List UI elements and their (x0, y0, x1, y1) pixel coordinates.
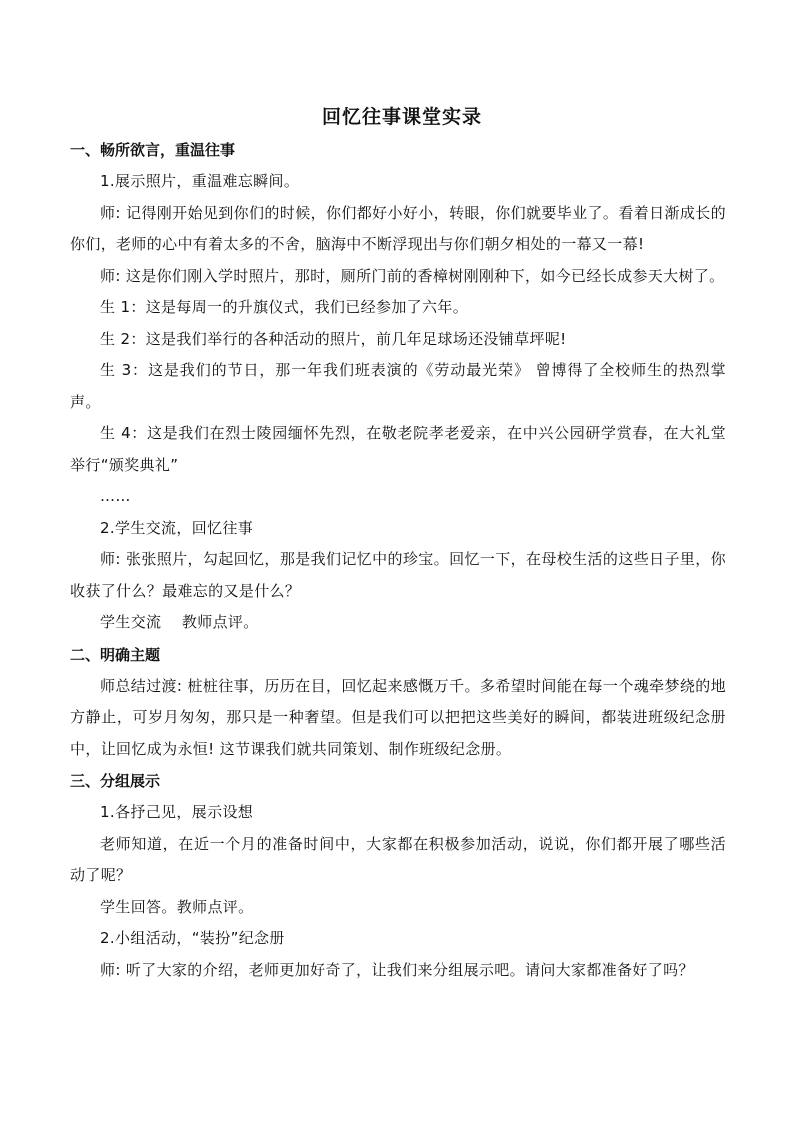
paragraph: 2.小组活动，“装扮”纪念册 (100, 929, 285, 947)
paragraph: 生 1：这是每周一的升旗仪式，我们已经参加了六年。 (100, 298, 469, 316)
section-heading: 三、分组展示 (70, 772, 161, 790)
section-heading: 二、明确主题 (70, 645, 161, 664)
paragraph: …… (100, 487, 131, 505)
paragraph: 2.学生交流，回忆往事 (100, 518, 254, 537)
paragraph: 师总结过渡: 桩桩往事，历历在目，回忆起来感慨万千。多希望时间能在每一个魂牵梦绕的地方静止，可岁月匆匆，那只是一种奢望。但是我们可以把把这些美好的瞬间，都装进班级纪念册中，让回忆成为永恒! 这节课我们就共同策划、制作班级纪念册。 (70, 676, 726, 758)
paragraph: 老师知道，在近一个月的准备时间中，大家都在积极参加活动，说说，你们都开展了哪些活动了呢？ (70, 834, 726, 884)
paragraph: 生 2：这是我们举行的各种活动的照片，前几年足球场还没铺草坪呢! (100, 329, 567, 348)
section-2 (70, 639, 726, 766)
section-1 (70, 134, 726, 639)
paragraph: 师: 记得刚开始见到你们的时候，你们都好小好小，转眼，你们就要毕业了。看着日渐成长的你们，老师的心中有着太多的不舍，脑海中不断浮现出与你们朝夕相处的一幕又一幕! (70, 203, 726, 253)
paragraph: 师: 张张照片，勾起回忆，那是我们记忆中的珍宝。回忆一下，在母校生活的这些日子里，你收获了什么？最难忘的又是什么？ (70, 550, 726, 600)
paragraph: 师: 这是你们刚入学时照片，那时，厕所门前的香樟树刚刚种下，如今已经长成参天大树了。 (100, 266, 725, 285)
paragraph: 生 3：这是我们的节日，那一年我们班表演的《劳动最光荣》 曾博得了全校师生的热烈掌声。 (70, 361, 726, 411)
paragraph: 学生交流 教师点评。 (100, 613, 259, 631)
paragraph: 学生回答。教师点评。 (100, 897, 254, 916)
document-page (70, 100, 726, 986)
paragraph: 1.展示照片，重温难忘瞬间。 (100, 172, 300, 190)
paragraph: 师: 听了大家的介绍，老师更加好奇了，让我们来分组展示吧。请问大家都准备好了吗？ (100, 960, 694, 979)
paragraph: 生 4：这是我们在烈士陵园缅怀先烈，在敬老院孝老爱亲，在中兴公园研学赏春，在大礼堂举行“颁奖典礼” (70, 424, 726, 474)
paragraph: 1.各抒己见，展示设想 (100, 803, 254, 821)
page-title: 回忆往事课堂实录 (321, 106, 482, 128)
section-heading: 一、畅所欲言，重温往事 (70, 141, 236, 159)
section-3 (70, 765, 726, 986)
